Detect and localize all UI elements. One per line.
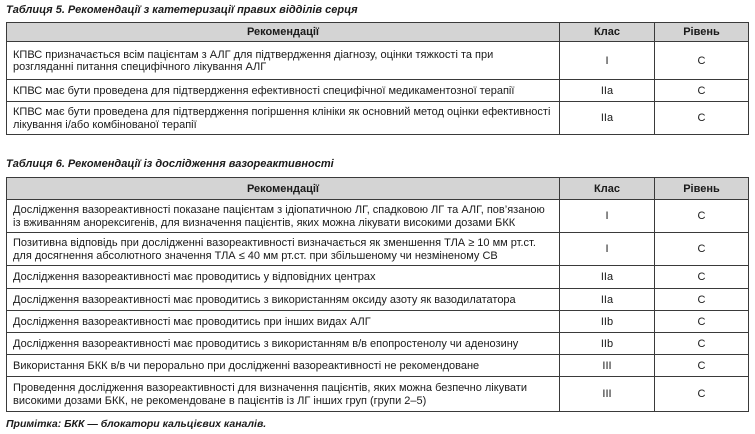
recommendation-text: Дослідження вазореактивності має проводитись у відповідних центрах	[7, 266, 560, 289]
level-value: С	[655, 355, 749, 377]
recommendation-text: КПВС має бути проведена для підтвердження погіршення клініки як основний метод оцінки ефективності лікування і/або комбінованої терапії	[7, 102, 560, 135]
recommendation-text: Дослідження вазореактивності має проводитись з використанням оксиду азоту як вазодилататора	[7, 289, 560, 311]
class-value: III	[560, 377, 655, 412]
level-value: С	[655, 333, 749, 355]
level-value: С	[655, 200, 749, 233]
class-value: IIa	[560, 289, 655, 311]
table-row	[7, 377, 749, 412]
level-value: С	[655, 311, 749, 333]
footnote: Примітка: БКК — блокатори кальцієвих каналів.	[6, 418, 267, 430]
table-row	[7, 102, 749, 135]
level-value: С	[655, 266, 749, 289]
recommendation-text: Використання БКК в/в чи перорально при дослідженні вазореактивності не рекомендоване	[7, 355, 560, 377]
table-row	[7, 80, 749, 102]
table-row	[7, 233, 749, 266]
recommendation-text: КПВС призначається всім пацієнтам з АЛГ для підтвердження діагнозу, оцінки тяжкості та при розгляданні питання специфічного лікування АЛГ	[7, 42, 560, 80]
table5-caption: Таблиця 5. Рекомендації з катетеризації правих відділів серця	[6, 4, 358, 16]
class-value: III	[560, 355, 655, 377]
table5-header-level: Рівень	[655, 23, 749, 42]
level-value: С	[655, 233, 749, 266]
class-value: I	[560, 233, 655, 266]
level-value: С	[655, 42, 749, 80]
table-row	[7, 289, 749, 311]
table6-header-class: Клас	[560, 178, 655, 200]
table6-header-recommendations: Рекомендації	[7, 178, 560, 200]
recommendation-text: Дослідження вазореактивності показане пацієнтам з ідіопатичною ЛГ, спадковою ЛГ та АЛГ, пов’язаною із вживанням анорексигенів, для визначення пацієнтів, яких можна лікувати високими дозами БКК	[7, 200, 560, 233]
table6	[6, 177, 749, 412]
recommendation-text: Проведення дослідження вазореактивності для визначення пацієнтів, яких можна безпечно лікувати високими дозами БКК, не рекомендоване в пацієнтів із ЛГ інших груп (групи 2–5)	[7, 377, 560, 412]
table6-header-level: Рівень	[655, 178, 749, 200]
table-row	[7, 266, 749, 289]
level-value: С	[655, 102, 749, 135]
class-value: I	[560, 200, 655, 233]
recommendation-text: Дослідження вазореактивності має проводитись з використанням в/в епопростенолу чи аденозину	[7, 333, 560, 355]
table-row	[7, 311, 749, 333]
table5	[6, 22, 749, 135]
table-row	[7, 333, 749, 355]
recommendation-text: КПВС має бути проведена для підтвердження ефективності специфічної медикаментозної терапії	[7, 80, 560, 102]
class-value: IIb	[560, 311, 655, 333]
table-row	[7, 355, 749, 377]
class-value: I	[560, 42, 655, 80]
class-value: IIb	[560, 333, 655, 355]
class-value: IIa	[560, 80, 655, 102]
class-value: IIa	[560, 266, 655, 289]
level-value: С	[655, 80, 749, 102]
table-row	[7, 42, 749, 80]
table5-header-class: Клас	[560, 23, 655, 42]
recommendation-text: Дослідження вазореактивності має проводитись при інших видах АЛГ	[7, 311, 560, 333]
table5-header-recommendations: Рекомендації	[7, 23, 560, 42]
recommendation-text: Позитивна відповідь при дослідженні вазореактивності визначається як зменшення ТЛА ≥ 10 мм рт.ст. для досягнення абсолютного значення ТЛА ≤ 40 мм рт.ст. при збільшеному чи незміненому СВ	[7, 233, 560, 266]
class-value: IIa	[560, 102, 655, 135]
table-row	[7, 200, 749, 233]
table6-caption: Таблиця 6. Рекомендації із дослідження вазореактивності	[6, 158, 334, 170]
level-value: С	[655, 377, 749, 412]
level-value: С	[655, 289, 749, 311]
